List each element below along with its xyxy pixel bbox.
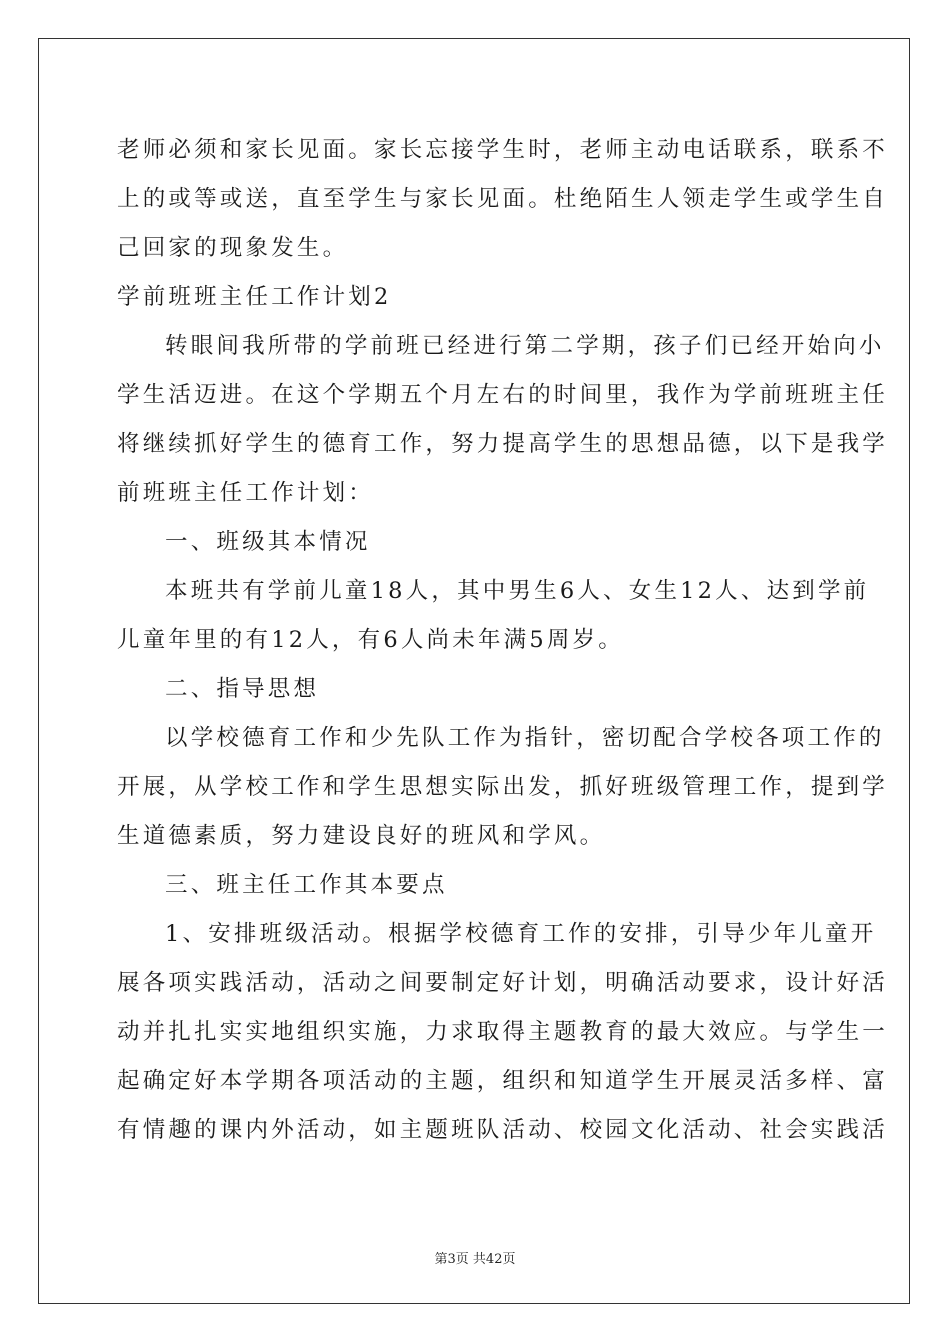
text-line: 前班班主任工作计划：	[117, 480, 375, 506]
text-line: 二、指导思想	[165, 676, 320, 702]
text-line: 学生活迈进。在这个学期五个月左右的时间里，我作为学前班班主任	[117, 382, 889, 408]
text-line: 1、安排班级活动。根据学校德育工作的安排，引导少年儿童开	[165, 921, 877, 947]
text-line: 展各项实践活动，活动之间要制定好计划，明确活动要求，设计好活	[117, 970, 889, 996]
text-line: 三、班主任工作其本要点	[165, 872, 448, 898]
text-line: 转眼间我所带的学前班已经进行第二学期，孩子们已经开始向小	[165, 333, 885, 359]
text-line: 动并扎扎实实地组织实施，力求取得主题教育的最大效应。与学生一	[117, 1019, 889, 1045]
text-line: 上的或等或送，直至学生与家长见面。杜绝陌生人领走学生或学生自	[117, 186, 889, 212]
text-line: 开展，从学校工作和学生思想实际出发，抓好班级管理工作，提到学	[117, 774, 889, 800]
text-line: 将继续抓好学生的德育工作，努力提高学生的思想品德，以下是我学	[117, 431, 889, 457]
text-line: 以学校德育工作和少先队工作为指针，密切配合学校各项工作的	[165, 725, 885, 751]
text-line: 一、班级其本情况	[165, 529, 371, 555]
text-line: 起确定好本学期各项活动的主题，组织和知道学生开展灵活多样、富	[117, 1068, 889, 1094]
page-footer: 第3页 共42页	[434, 1252, 516, 1267]
text-line: 学前班班主任工作计划2	[117, 284, 392, 310]
text-line: 本班共有学前儿童18人，其中男生6人、女生12人、达到学前	[165, 578, 870, 604]
document-body	[117, 126, 889, 1155]
text-line: 有情趣的课内外活动，如主题班队活动、校园文化活动、社会实践活	[117, 1117, 889, 1143]
text-line: 老师必须和家长见面。家长忘接学生时，老师主动电话联系，联系不	[117, 137, 889, 163]
text-line: 儿童年里的有12人，有6人尚未年满5周岁。	[117, 627, 624, 653]
text-line: 生道德素质，努力建设良好的班风和学风。	[117, 823, 606, 849]
text-line: 己回家的现象发生。	[117, 235, 349, 261]
